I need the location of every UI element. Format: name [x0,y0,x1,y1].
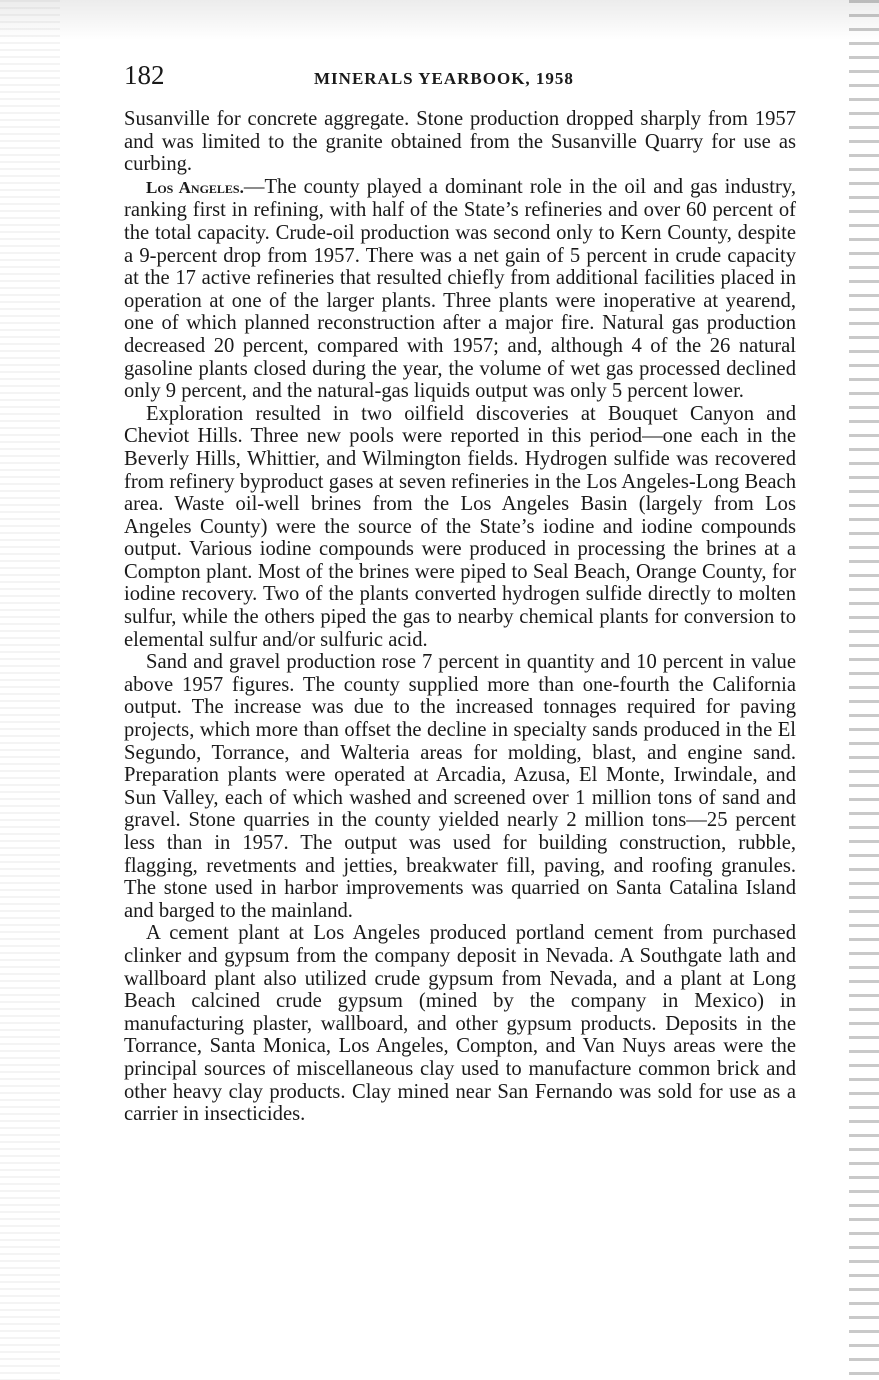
scan-top-edge [0,0,879,40]
scan-left-edge [0,0,60,1380]
paragraph-exploration [124,403,796,652]
paragraph-los-angeles [124,176,796,403]
running-head [124,60,796,100]
book-page [124,60,796,1126]
paragraph-text: Sand and gravel production rose 7 percent in quantity and 10 percent in value above 1957 figures. The county supplied more than one-fourth the California output. The increase was due to the increased tonnages required for paving projects, which more than offset the decline in specialty sands produced in the El Segundo, Torrance, and Walteria areas for molding, blast, and engine sand. Preparation plants were operated at Arcadia, Azusa, El Monte, Irwindale, and Sun Valley, each of which washed and screened over 1 million tons of sand and gravel. Stone quarries in the county yielded nearly 2 million tons—25 percent less than in 1957. The output was used for building construction, rubble, flagging, revetments and jetties, breakwater fill, paving, and roofing granules. The stone used in harbor improvements was quarried on Santa Catalina Island and barged to the mainland. [124,651,796,922]
body-text [124,108,796,1126]
page-number: 182 [124,60,165,90]
paragraph-text: Susanville for concrete aggregate. Stone production dropped sharply from 1957 and was limited to the granite obtained from the Susanville Quarry for use as curbing. [124,108,796,176]
section-lead-los-angeles: Los Angeles. [146,177,244,197]
paragraph-susanville [124,108,796,176]
scan-right-edge [849,0,879,1380]
paragraph-text: —The county played a dominant role in the oil and gas industry, ranking first in refining, with half of the State’s refineries and over 60 percent of the total capacity. Crude-oil production was second only to Kern County, despite a 9-percent drop from 1957. There was a net gain of 5 percent in crude capacity at the 17 active refineries that resulted chiefly from additional facilities placed in operation at one of the larger plants. Three plants were inoperative at yearend, one of which planned reconstruction after a major fire. Natural gas production decreased 20 percent, compared with 1957; and, although 4 of the 26 natural gasoline plants closed during the year, the volume of wet gas processed declined only 9 percent, and the natural-gas liquids output was only 5 percent lower. [124,175,796,403]
paragraph-text: A cement plant at Los Angeles produced portland cement from purchased clinker and gypsum from the company deposit in Nevada. A Southgate lath and wallboard plant also utilized crude gypsum from Nevada, and a plant at Long Beach calcined crude gypsum (mined by the company in Mexico) in manufacturing plaster, wallboard, and other gypsum products. Deposits in the Torrance, Santa Monica, Los Angeles, Compton, and Van Nuys areas were the principal sources of miscellaneous clay used to manufacture common brick and other heavy clay products. Clay mined near San Fernando was sold for use as a carrier in insecticides. [124,922,796,1126]
paragraph-text: Exploration resulted in two oilfield discoveries at Bouquet Canyon and Cheviot Hills. Three new pools were reported in this period—one each in the Beverly Hills, Whittier, and Wilmington fields. Hydrogen sulfide was recovered from refinery byproduct gases at seven refineries in the Los Angeles-Long Beach area. Waste oil-well brines from the Los Angeles Basin (largely from Los Angeles County) were the source of the State’s iodine and iodine compounds output. Various iodine compounds were produced in processing the brines at a Compton plant. Most of the brines were piped to Seal Beach, Orange County, for iodine recovery. Two of the plants converted hydrogen sulfide directly to molten sulfur, while the others piped the gas to nearby chemical plants for conversion to elemental sulfur and/or sulfuric acid. [124,402,796,651]
running-title: MINERALS YEARBOOK, 1958 [314,69,574,88]
paragraph-sand-gravel [124,651,796,922]
paragraph-cement [124,922,796,1125]
